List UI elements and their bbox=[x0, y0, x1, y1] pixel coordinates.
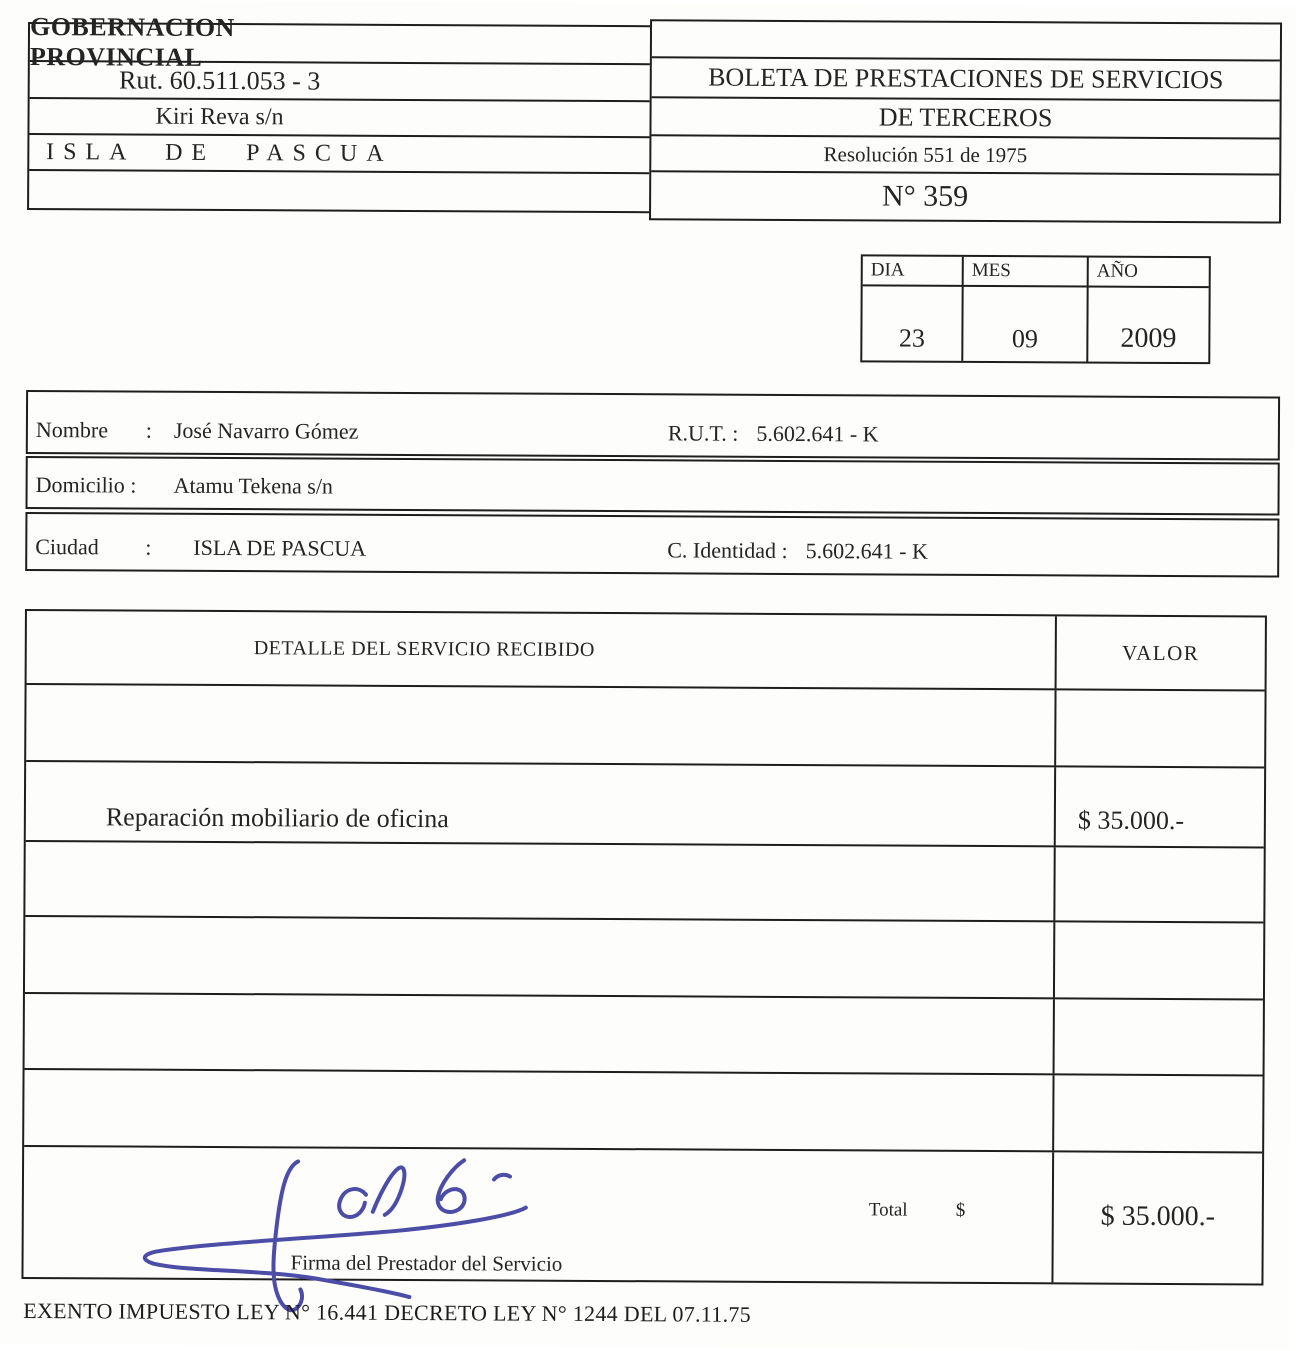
receipt-header-box bbox=[649, 19, 1282, 223]
provider-id-label: C. Identidad : bbox=[667, 537, 788, 563]
issuer-rut: Rut. 60.511.053 - 3 bbox=[119, 64, 321, 96]
value-column-header: VALOR bbox=[1122, 640, 1200, 665]
provider-rut-label: R.U.T. : bbox=[667, 420, 739, 446]
total-row bbox=[23, 1147, 1262, 1283]
provider-address-row bbox=[25, 456, 1279, 516]
detail-cell bbox=[25, 994, 1055, 1073]
issuer-empty-row bbox=[29, 171, 649, 211]
table-row bbox=[25, 994, 1263, 1076]
value-cell bbox=[1055, 999, 1263, 1074]
value-cell bbox=[1056, 690, 1264, 766]
table-row bbox=[26, 762, 1264, 848]
value-cell bbox=[1055, 847, 1263, 921]
provider-city-colon: : bbox=[145, 534, 152, 560]
provider-name-value: José Navarro Gómez bbox=[173, 417, 359, 444]
provider-id-value: 5.602.641 - K bbox=[805, 538, 928, 564]
footer-legal-note: EXENTO IMPUESTO LEY N° 16.441 DECRETO LEY N° 1244 DEL 07.11.75 bbox=[23, 1297, 752, 1327]
service-table bbox=[21, 609, 1266, 1285]
table-row bbox=[24, 1070, 1262, 1153]
table-row bbox=[25, 842, 1263, 923]
provider-name-label: Nombre bbox=[35, 417, 109, 443]
total-currency-symbol: $ bbox=[955, 1199, 966, 1221]
issuer-name: GOBERNACION PROVINCIAL bbox=[29, 12, 235, 72]
detail-column-header: DETALLE DEL SERVICIO RECIBIDO bbox=[27, 611, 1057, 688]
date-box bbox=[860, 254, 1211, 364]
date-month-label: MES bbox=[962, 257, 1087, 288]
provider-name-row bbox=[26, 390, 1280, 461]
provider-name-colon: : bbox=[145, 417, 153, 443]
provider-address-value: Atamu Tekena s/n bbox=[173, 472, 334, 499]
table-row bbox=[25, 917, 1263, 1000]
provider-address-label: Domicilio : bbox=[35, 472, 137, 498]
provider-city-row bbox=[25, 512, 1279, 578]
table-header-row bbox=[27, 611, 1265, 691]
total-left-cell bbox=[23, 1147, 1054, 1282]
date-day-value: 23 bbox=[898, 323, 925, 353]
total-right-cell bbox=[1053, 1152, 1262, 1283]
receipt-title-line1: BOLETA DE PRESTACIONES DE SERVICIOS bbox=[708, 62, 1224, 95]
receipt-number: N° 359 bbox=[881, 179, 969, 213]
provider-rut-value: 5.602.641 - K bbox=[756, 420, 879, 447]
detail-cell bbox=[25, 917, 1055, 997]
issuer-header-box bbox=[27, 12, 650, 213]
provider-city-label: Ciudad bbox=[35, 534, 99, 560]
table-row bbox=[26, 685, 1264, 768]
date-day-label: DIA bbox=[863, 256, 962, 287]
provider-city-value: ISLA DE PASCUA bbox=[193, 534, 367, 561]
issuer-city: ISLA DE PASCUA bbox=[46, 138, 393, 167]
detail-cell bbox=[25, 842, 1055, 920]
total-value: $ 35.000.- bbox=[1100, 1200, 1216, 1233]
value-cell bbox=[1055, 922, 1263, 998]
date-month-value: 09 bbox=[961, 287, 1086, 362]
issuer-address: Kiri Reva s/n bbox=[155, 103, 284, 130]
service-detail-cell: Reparación mobiliario de oficina bbox=[26, 762, 1056, 845]
total-label: Total bbox=[868, 1199, 908, 1221]
date-year-value: 2009 bbox=[1086, 288, 1208, 363]
receipt-empty-row bbox=[652, 21, 1280, 61]
detail-cell bbox=[26, 685, 1056, 765]
signature-caption: Firma del Prestador del Servicio bbox=[290, 1250, 563, 1276]
receipt-resolution: Resolución 551 de 1975 bbox=[823, 141, 1028, 167]
date-year-label: AÑO bbox=[1087, 258, 1209, 289]
detail-cell bbox=[24, 1070, 1054, 1150]
service-value-cell: $ 35.000.- bbox=[1077, 805, 1185, 836]
value-cell bbox=[1054, 1075, 1262, 1151]
receipt-title-line2: DE TERCEROS bbox=[878, 102, 1053, 133]
